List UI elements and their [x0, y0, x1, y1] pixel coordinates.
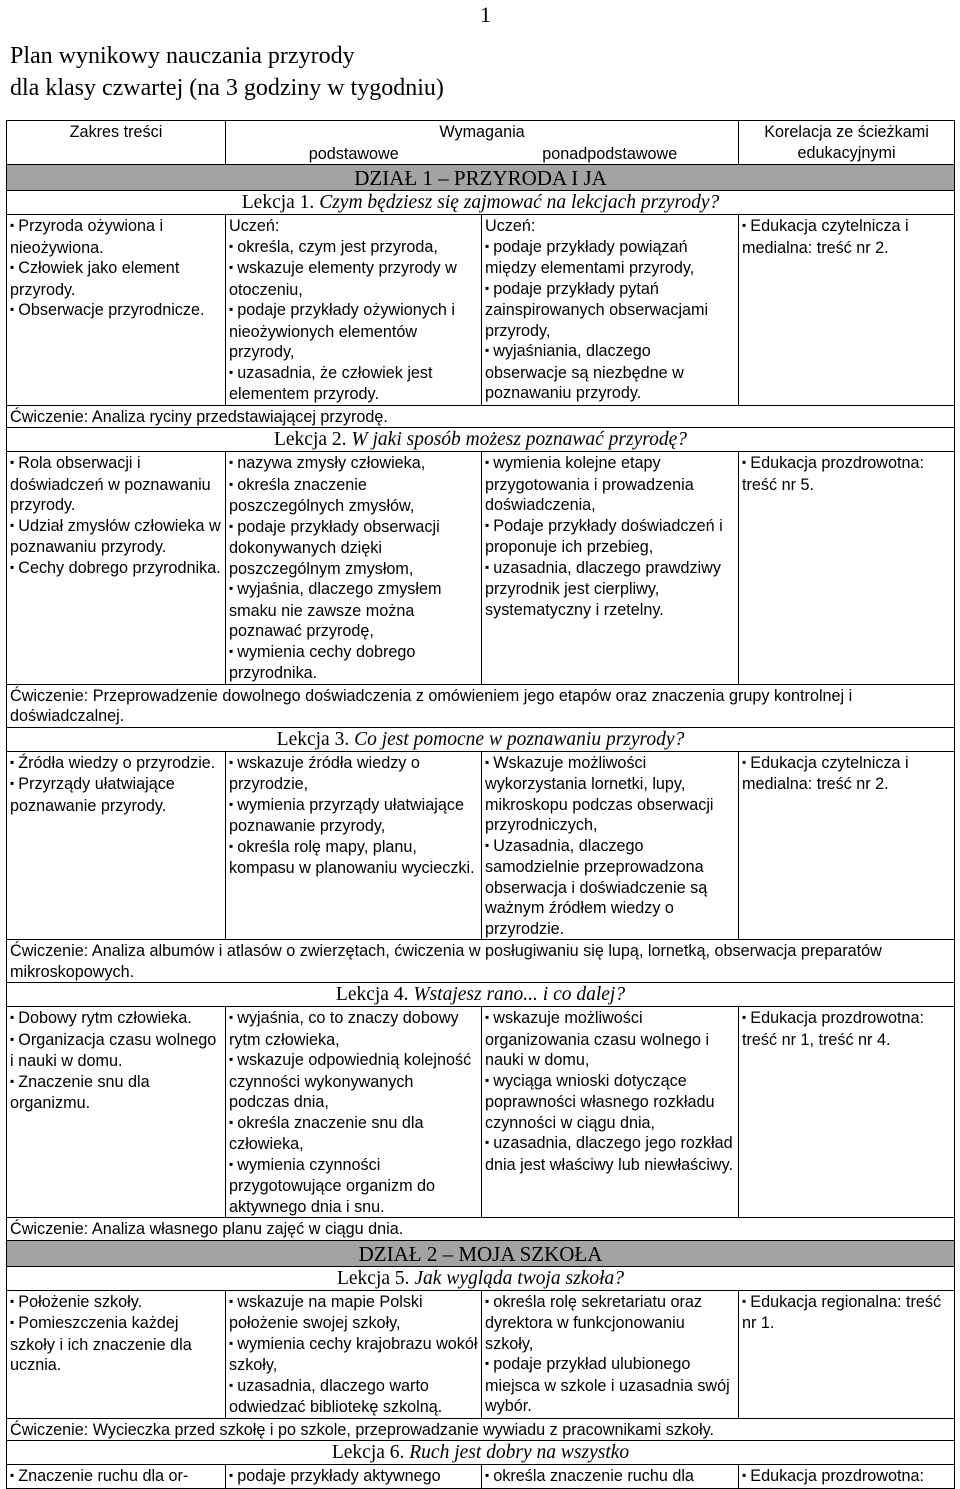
- bullet-item: ▪ Organizacja czasu wolnego i nauki w domu.: [10, 1030, 222, 1072]
- basic-requirements-cell: [226, 1465, 482, 1489]
- bullet-item: ▪ wyjaśnia, co to znaczy dobowy rytm człowieka,: [229, 1008, 478, 1050]
- bullet-item: ▪ określa znaczenie ruchu dla: [485, 1466, 735, 1488]
- bullet-item: ▪ Podaje przykłady doświadczeń i proponuje ich przebieg,: [485, 516, 735, 558]
- bullet-item: ▪ nazywa zmysły człowieka,: [229, 453, 478, 475]
- lesson-topic: Wstajesz rano... i co dalej?: [413, 984, 626, 1005]
- bullet-item: ▪ podaje przykłady powiązań między elementami przyrody,: [485, 237, 735, 279]
- section-heading-1: DZIAŁ 1 – PRZYRODA I JA: [7, 165, 955, 191]
- basic-requirements-cell: [226, 751, 482, 940]
- correlation-cell: [739, 452, 955, 685]
- bullet-item: ▪ uzasadnia, dlaczego prawdziwy przyrodnik jest cierpliwy, systematyczny i rzetelny.: [485, 558, 735, 621]
- bullet-item: ▪ podaje przykłady pytań zainspirowanych obserwacjami przyrody,: [485, 279, 735, 342]
- lesson-number: Lekcja 1.: [241, 192, 315, 213]
- correlation-cell: [739, 1290, 955, 1418]
- exercise-row: [7, 684, 955, 727]
- exercise-label: Ćwiczenie:: [10, 1220, 89, 1238]
- basic-requirements-cell: [226, 1290, 482, 1418]
- lesson-heading: [7, 191, 955, 215]
- bullet-item: ▪ Dobowy rytm człowieka.: [10, 1008, 222, 1030]
- lesson-heading: [7, 1441, 955, 1465]
- correlation-cell: [739, 1465, 955, 1489]
- document-title: [10, 40, 444, 104]
- exercise-text: Przeprowadzenie dowolnego doświadczenia z omówieniem jego etapów oraz znaczenia grupy kontrolnej i doświadczalnej.: [10, 686, 853, 725]
- bullet-item: ▪ wskazuje źródła wiedzy o przyrodzie,: [229, 753, 478, 795]
- content-scope-cell: [7, 1465, 226, 1489]
- exercise-text: Analiza własnego planu zajęć w ciągu dnia.: [91, 1220, 404, 1238]
- bullet-item: ▪ Edukacja regionalna: treść nr 1.: [742, 1292, 951, 1334]
- bullet-item: ▪ Edukacja prozdrowotna:: [742, 1466, 951, 1488]
- bullet-item: ▪ uzasadnia, dlaczego warto odwiedzać bibliotekę szkolną.: [229, 1376, 478, 1418]
- student-label: Uczeń:: [229, 217, 280, 235]
- bullet-item: ▪ podaje przykłady aktywnego: [229, 1466, 478, 1488]
- bullet-item: ▪ określa rolę sekretariatu oraz dyrektora w funkcjonowaniu szkoły,: [485, 1292, 735, 1355]
- lesson-heading: [7, 1266, 955, 1290]
- extended-requirements-cell: [482, 452, 739, 685]
- bullet-item: ▪ wskazuje odpowiednią kolejność czynności wykonywanych podczas dnia,: [229, 1050, 478, 1113]
- content-scope-cell: [7, 751, 226, 940]
- title-line-2: dla klasy czwartej (na 3 godziny w tygodniu): [10, 75, 444, 101]
- bullet-item: ▪ Edukacja czytelnicza i medialna: treść nr 2.: [742, 216, 951, 258]
- bullet-item: ▪ określa rolę mapy, planu, kompasu w planowaniu wycieczki.: [229, 837, 478, 879]
- basic-requirements-cell: [226, 452, 482, 685]
- bullet-item: ▪ wyciąga wnioski dotyczące poprawności własnego rozkładu czynności w ciągu dnia,: [485, 1071, 735, 1134]
- lesson-topic: Ruch jest dobry na wszystko: [409, 1442, 630, 1463]
- exercise-row: [7, 940, 955, 983]
- lesson-topic: Czym będziesz się zajmować na lekcjach przyrody?: [319, 192, 720, 213]
- header-podstawowe: podstawowe: [226, 143, 482, 165]
- bullet-item: ▪ podaje przykłady obserwacji dokonywanych dzięki poszczególnym zmysłom,: [229, 517, 478, 580]
- lesson-topic: W jaki sposób możesz poznawać przyrodę?: [351, 429, 688, 450]
- lesson-topic: Co jest pomocne w poznawaniu przyrody?: [354, 728, 685, 750]
- extended-requirements-cell: [482, 1007, 739, 1218]
- bullet-item: ▪ Obserwacje przyrodnicze.: [10, 300, 222, 322]
- content-scope-cell: [7, 1290, 226, 1418]
- lesson-heading: [7, 727, 955, 751]
- correlation-cell: [739, 215, 955, 406]
- extended-requirements-cell: [482, 1465, 739, 1489]
- section-heading-2: DZIAŁ 2 – MOJA SZKOŁA: [7, 1240, 955, 1266]
- bullet-item: ▪ Położenie szkoły.: [10, 1292, 222, 1314]
- header-ponadpodstawowe: ponadpodstawowe: [482, 143, 739, 165]
- bullet-item: ▪ wskazuje na mapie Polski położenie swojej szkoły,: [229, 1292, 478, 1334]
- bullet-item: ▪ Rola obserwacji i doświadczeń w poznawaniu przyrody.: [10, 453, 222, 516]
- exercise-label: Ćwiczenie:: [10, 407, 89, 426]
- lesson-number: Lekcja 3.: [276, 728, 350, 750]
- bullet-item: ▪ wymienia czynności przygotowujące organizm do aktywnego dnia i snu.: [229, 1155, 478, 1218]
- extended-requirements-cell: [482, 1290, 739, 1418]
- bullet-item: ▪ Człowiek jako element przyrody.: [10, 258, 222, 300]
- bullet-item: ▪ Cechy dobrego przyrodnika.: [10, 558, 222, 580]
- bullet-item: ▪ wymienia kolejne etapy przygotowania i prowadzenia doświadczenia,: [485, 453, 735, 516]
- exercise-label: Ćwiczenie:: [10, 942, 89, 960]
- exercise-label: Ćwiczenie:: [10, 686, 89, 705]
- extended-requirements-cell: [482, 751, 739, 940]
- exercise-row: [7, 1218, 955, 1241]
- bullet-item: ▪ określa znaczenie poszczególnych zmysłów,: [229, 475, 478, 517]
- bullet-item: ▪ wymienia cechy krajobrazu wokół szkoły,: [229, 1334, 478, 1376]
- lesson-heading: [7, 983, 955, 1007]
- bullet-item: ▪ uzasadnia, dlaczego jego rozkład dnia jest właściwy lub niewłaściwy.: [485, 1133, 735, 1175]
- lesson-number: Lekcja 5.: [336, 1267, 410, 1289]
- correlation-cell: [739, 1007, 955, 1218]
- bullet-item: ▪ wyjaśniania, dlaczego obserwacje są niezbędne w poznawaniu przyrody.: [485, 341, 735, 404]
- bullet-item: ▪ Pomieszczenia każdej szkoły i ich znaczenie dla ucznia.: [10, 1313, 222, 1376]
- bullet-item: ▪ Edukacja czytelnicza i medialna: treść nr 2.: [742, 753, 951, 795]
- bullet-item: ▪ podaje przykład ulubionego miejsca w szkole i uzasadnia swój wybór.: [485, 1354, 735, 1417]
- bullet-item: ▪ wskazuje możliwości organizowania czasu wolnego i nauki w domu,: [485, 1008, 735, 1071]
- bullet-item: ▪ Udział zmysłów człowieka w poznawaniu przyrody.: [10, 516, 222, 558]
- lesson-number: Lekcja 4.: [335, 984, 409, 1005]
- header-zakres: Zakres treści: [7, 121, 226, 165]
- correlation-cell: [739, 751, 955, 940]
- lesson-number: Lekcja 6.: [331, 1442, 405, 1463]
- bullet-item: ▪ określa znaczenie snu dla człowieka,: [229, 1113, 478, 1155]
- header-korelacja: Korelacja ze ścieżkami edukacyjnymi: [739, 121, 955, 165]
- bullet-item: ▪ wyjaśnia, dlaczego zmysłem smaku nie zawsze można poznawać przyrodę,: [229, 579, 478, 642]
- bullet-item: ▪ wymienia cechy dobrego przyrodnika.: [229, 642, 478, 684]
- bullet-item: ▪ Uzasadnia, dlaczego samodzielnie przeprowadzona obserwacja i doświadczenie są ważnym źródłem wiedzy o przyrodzie.: [485, 836, 735, 940]
- exercise-text: Analiza albumów i atlasów o zwierzętach, ćwiczenia w posługiwaniu się lupą, lornetką, obserwacja preparatów mikroskopowych.: [10, 942, 882, 981]
- bullet-item: ▪ Edukacja prozdrowotna: treść nr 5.: [742, 453, 951, 495]
- basic-requirements-cell: [226, 1007, 482, 1218]
- exercise-row: [7, 405, 955, 428]
- exercise-text: Analiza ryciny przedstawiającej przyrodę.: [91, 407, 388, 426]
- bullet-item: ▪ Przyroda ożywiona i nieożywiona.: [10, 216, 222, 258]
- bullet-item: ▪ wymienia przyrządy ułatwiające poznawanie przyrody,: [229, 795, 478, 837]
- content-scope-cell: [7, 452, 226, 685]
- bullet-item: ▪ Znaczenie snu dla organizmu.: [10, 1072, 222, 1114]
- bullet-item: ▪ określa, czym jest przyroda,: [229, 237, 478, 259]
- exercise-row: [7, 1418, 955, 1441]
- lesson-number: Lekcja 2.: [273, 429, 347, 450]
- lesson-heading: [7, 428, 955, 452]
- bullet-item: ▪ Edukacja prozdrowotna: treść nr 1, treść nr 4.: [742, 1008, 951, 1050]
- header-wymagania: Wymagania: [226, 121, 739, 143]
- bullet-item: ▪ Źródła wiedzy o przyrodzie.: [10, 753, 222, 775]
- bullet-item: ▪ Znaczenie ruchu dla or-: [10, 1466, 222, 1488]
- content-scope-cell: [7, 1007, 226, 1218]
- lesson-topic: Jak wygląda twoja szkoła?: [414, 1267, 625, 1289]
- page-number: 1: [480, 2, 491, 27]
- bullet-item: ▪ podaje przykłady ożywionych i nieożywionych elementów przyrody,: [229, 300, 478, 363]
- bullet-item: ▪ Przyrządy ułatwiające poznawanie przyrody.: [10, 774, 222, 816]
- plan-table: [6, 120, 955, 1489]
- extended-requirements-cell: [482, 215, 739, 406]
- bullet-item: ▪ uzasadnia, że człowiek jest elementem przyrody.: [229, 363, 478, 405]
- exercise-text: Wycieczka przed szkołę i po szkole, przeprowadzanie wywiadu z pracownikami szkoły.: [92, 1420, 714, 1439]
- basic-requirements-cell: [226, 215, 482, 406]
- title-line-1: Plan wynikowy nauczania przyrody: [10, 43, 355, 69]
- student-label: Uczeń:: [485, 217, 536, 235]
- bullet-item: ▪ wskazuje elementy przyrody w otoczeniu,: [229, 258, 478, 300]
- bullet-item: ▪ Wskazuje możliwości wykorzystania lornetki, lupy, mikroskopu podczas obserwacji przyrodniczych,: [485, 753, 735, 836]
- exercise-label: Ćwiczenie:: [10, 1420, 89, 1439]
- content-scope-cell: [7, 215, 226, 406]
